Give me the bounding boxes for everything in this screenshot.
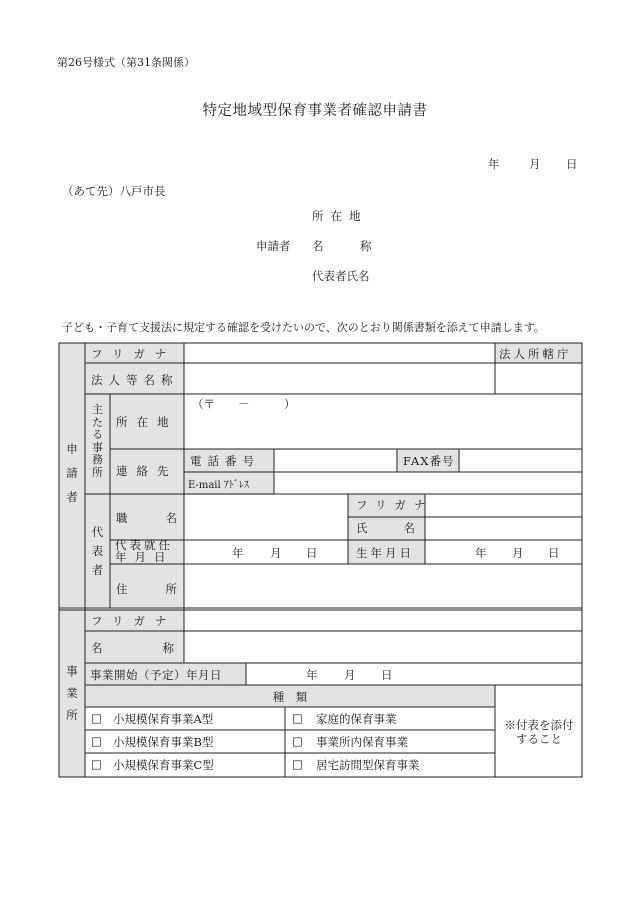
applicant-char-1: 申 [66,442,78,456]
date-day-label: 日 [566,157,578,171]
start-year: 年 [306,668,318,682]
date-month-label: 月 [529,157,541,171]
residence-input[interactable] [185,565,581,607]
type-home-visit-label: 居宅訪問型保育事業 [316,758,420,772]
fax-label: FAX番号 [403,454,455,468]
header-applicant-label: 申請者 [256,239,291,253]
appointment-month: 月 [270,546,282,560]
business-char-2: 業 [66,686,78,700]
corp-office-input[interactable] [496,364,581,393]
type-home-based-label: 家庭的保育事業 [316,712,397,726]
main-office-char-6: 所 [92,465,103,479]
header-representative-label: 代表者氏名 [312,269,370,283]
form-number: 第26号様式（第31条関係） [57,56,195,69]
business-char-3: 所 [66,708,78,722]
corp-name-label: 法人等名称 [91,373,179,387]
checkbox-small-b[interactable]: □ [91,734,102,748]
appointment-date-label-2: 年月日 [115,550,174,564]
appointment-day: 日 [306,546,318,560]
position-label: 職名 [116,511,215,525]
corp-furigana-input[interactable] [185,344,495,362]
applicant-section-label [59,443,85,505]
email-label: E-mail ｱﾄﾞﾚｽ [188,480,249,491]
addressee: （あて先）八戸市長 [62,184,166,198]
checkbox-home-visit[interactable]: □ [292,757,303,771]
checkbox-small-a[interactable]: □ [91,711,102,725]
appointment-date-label-1: 代表就任 [115,538,173,552]
birth-month: 月 [512,546,524,560]
main-office-char-5: 務 [92,453,103,466]
representative-char-2: 表 [91,544,104,558]
postal-code-field[interactable]: （〒 － ） [192,397,296,411]
contact-label: 連絡先 [116,464,178,478]
checkbox-workplace[interactable]: □ [292,734,303,748]
birth-year: 年 [475,546,487,560]
checkbox-home-based[interactable]: □ [292,711,303,725]
applicant-char-2: 請 [66,466,78,480]
business-name-input[interactable] [185,632,581,662]
start-month: 月 [344,668,356,682]
main-office-char-2: た [92,415,103,429]
birth-day: 日 [548,546,560,560]
type-workplace-label: 事業所内保育事業 [316,735,408,749]
main-office-char-1: 主 [92,403,103,416]
header-address-label: 所在地 [312,209,368,223]
header-name-label-a: 名 [312,239,324,253]
business-furigana-label: フリガナ [91,614,177,628]
corp-name-input[interactable] [185,364,495,393]
business-section-label [59,660,85,726]
appointment-year: 年 [232,546,244,560]
fax-input[interactable] [460,450,581,471]
checkbox-small-c[interactable]: □ [91,757,102,771]
main-office-char-3: る [92,428,103,441]
birth-date-label: 生年月日 [356,546,414,560]
start-day: 日 [381,668,393,682]
rep-furigana-input[interactable] [426,495,581,516]
type-small-b-label: 小規模保育事業B型 [113,735,214,749]
rep-name-label: 氏名 [356,521,451,535]
application-statement: 子ども・子育て支援法に規定する確認を受けたいので、次のとおり関係書類を添えて申請します。 [62,321,545,334]
rep-furigana-label: フリガナ [356,498,434,512]
phone-input[interactable] [275,450,396,471]
business-furigana-input[interactable] [185,611,581,630]
header-name-label-b: 称 [360,239,372,253]
business-char-1: 事 [66,664,78,678]
email-input[interactable] [275,473,581,493]
position-input[interactable] [185,495,347,539]
types-header: 種 類 [272,690,308,704]
type-small-a-label: 小規模保育事業A型 [113,712,214,726]
main-office-label [85,404,110,479]
applicant-char-3: 者 [66,490,78,504]
document-title: 特定地域型保育事業者確認申請書 [202,103,428,119]
rep-name-input[interactable] [426,518,581,539]
representative-char-1: 代 [91,525,104,539]
phone-label: 電話番号 [190,454,260,468]
office-location-label: 所在地 [116,415,178,429]
corp-furigana-label: フリガナ [91,347,177,361]
representative-char-3: 者 [91,563,104,577]
start-date-label: 事業開始（予定）年月日 [90,668,222,682]
attachment-note-2: すること [516,732,562,746]
main-office-char-4: 事 [92,440,103,454]
representative-label [85,523,110,580]
residence-label: 住所 [116,582,215,596]
business-name-label: 名称 [91,641,234,655]
type-small-c-label: 小規模保育事業C型 [113,758,214,772]
corp-office-label: 法人所轄庁 [499,347,572,361]
attachment-note-1: ※付表を添付 [504,718,574,732]
date-year-label: 年 [488,157,500,171]
